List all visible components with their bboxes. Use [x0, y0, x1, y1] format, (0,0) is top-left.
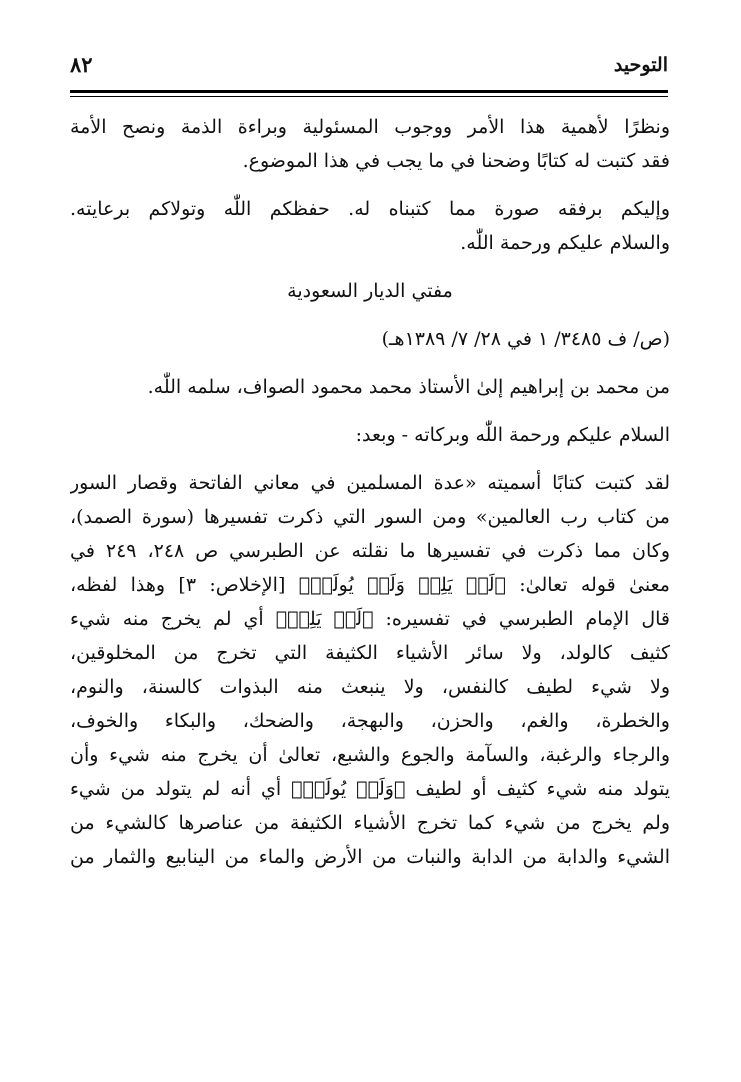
reference-number: (ص/ ف ٣٤٨٥/ ١ في ٢٨/ ٧/ ١٣٨٩هـ): [381, 328, 670, 350]
text-line: الشيء والدابة من الدابة والنبات من الأرض والماء من الينابيع والثمار من: [70, 846, 670, 868]
text-line: كثيف كالولد، ولا سائر الأشياء الكثيفة التي تخرج من المخلوقين،: [70, 642, 670, 664]
page-header: [70, 48, 668, 88]
text-line: لقد كتبت كتابًا أسميته «عدة المسلمين في معاني الفاتحة وقصار السور: [70, 472, 670, 494]
header-rule-thin: [70, 96, 668, 97]
text-line: وكان مما ذكرت في تفسيرها ما نقلته عن الطبرسي ص ٢٤٨، ٢٤٩ في: [70, 540, 670, 562]
main-paragraph: [70, 466, 670, 874]
text-line: ولا شيء لطيف كالنفس، ولا ينبعث منه البذوات كالسنة، والنوم،: [70, 676, 670, 698]
page-body: [70, 110, 670, 874]
paragraph: [70, 192, 670, 260]
running-title: التوحيد: [613, 54, 668, 76]
text-line: ونظرًا لأهمية هذا الأمر ووجوب المسئولية وبراءة الذمة ونصح الأمة: [70, 116, 670, 138]
header-rule-thick: [70, 90, 668, 93]
signature: مفتي الديار السعودية: [287, 280, 453, 302]
text-line: من كتاب رب العالمين» ومن السور التي ذكرت تفسيرها (سورة الصمد)،: [70, 506, 670, 528]
text-line: والخطرة، والغم، والحزن، والبهجة، والضحك، والبكاء والخوف،: [70, 710, 670, 732]
page-number: ٨٢: [70, 52, 93, 77]
text-line: والسلام عليكم ورحمة اللّٰه.: [460, 232, 670, 254]
text-line: وإليكم برفقه صورة مما كتبناه له. حفظكم اللّٰه وتولاكم برعايته.: [70, 198, 670, 220]
paragraph: [70, 110, 670, 178]
addressee-line: من محمد بن إبراهيم إلىٰ الأستاذ محمد محمود الصواف، سلمه اللّٰه.: [147, 376, 670, 398]
text-line: ولم يخرج من شيء كما تخرج الأشياء الكثيفة من عناصرها كالشيء من: [70, 812, 670, 834]
text-line: فقد كتبت له كتابًا وضحنا في ما يجب في هذا الموضوع.: [242, 150, 670, 172]
greeting-line: السلام عليكم ورحمة اللّٰه وبركاته - وبعد:: [355, 424, 670, 446]
text-line: يتولد منه شيء كثيف أو لطيف ﴿وَلَمۡ يُولَدۡ﴾ أي أنه لم يتولد من شيء: [70, 778, 670, 800]
text-line: معنىٰ قوله تعالىٰ: ﴿لَمۡ يَلِدۡ وَلَمۡ يُولَدۡ﴾ [الإخلاص: ٣] وهذا لفظه،: [70, 574, 670, 596]
text-line: والرجاء والرغبة، والسآمة والجوع والشبع، تعالىٰ أن يخرج منه شيء وأن: [70, 744, 670, 766]
text-line: قال الإمام الطبرسي في تفسيره: ﴿لَمۡ يَلِدۡ﴾ أي لم يخرج منه شيء: [70, 608, 670, 630]
